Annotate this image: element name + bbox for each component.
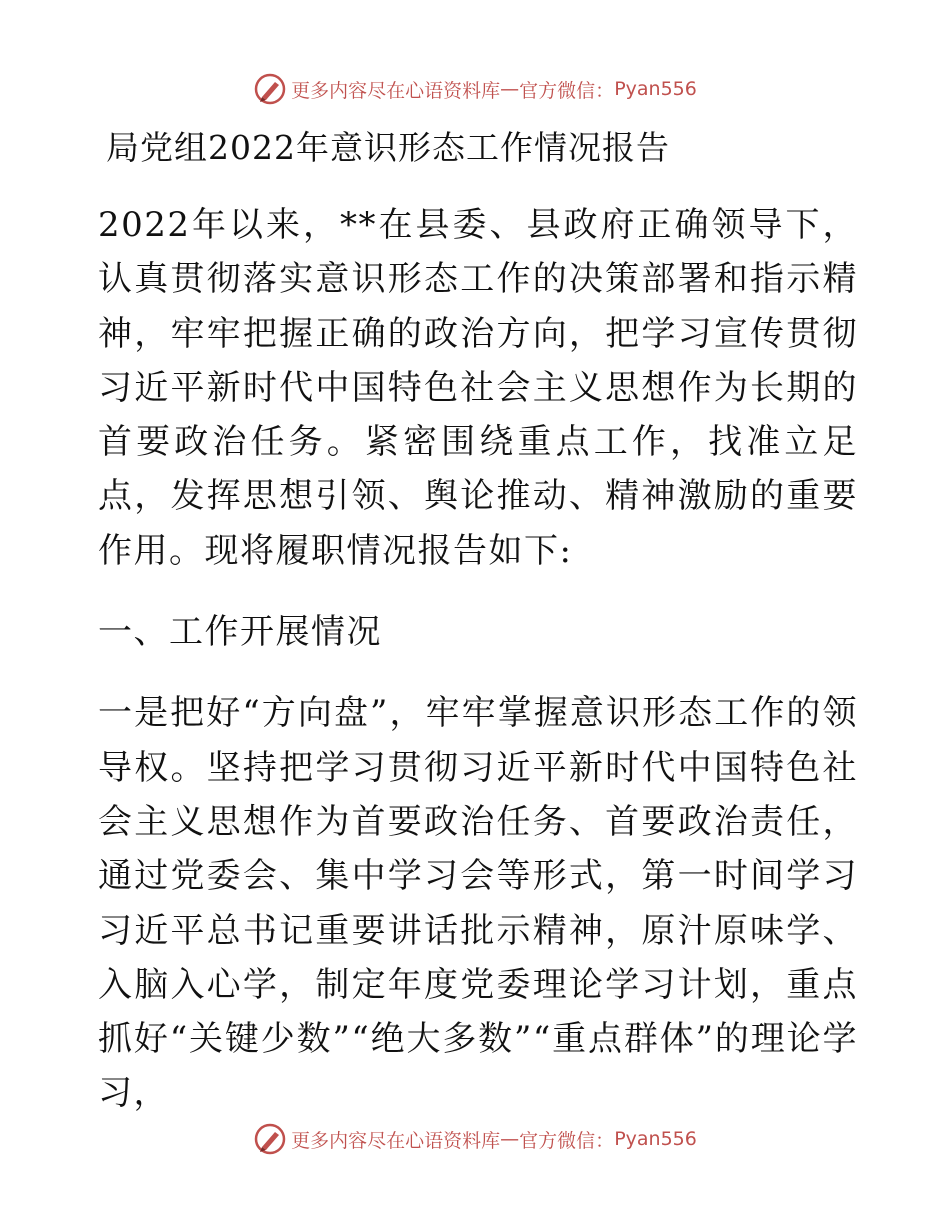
watermark-text: 更多内容尽在心语资料库 (291, 79, 501, 102)
watermark-label: 官方微信： (519, 79, 615, 102)
intro-paragraph: 2022年以来，**在县委、县政府正确领导下，认真贯彻落实意识形态工作的决策部署和指示精神，牢牢把握正确的政治方向，把学习宣传贯彻习近平新时代中国特色社会主义思想作为长期的首要政治任务。紧密围绕重点工作，找准立足点，发挥思想引领、舆论推动、精神激励的重要作用。现将履职情况报告如下: (98, 205, 858, 571)
watermark-header (0, 72, 950, 106)
pen-logo-icon (253, 72, 287, 106)
document-body (98, 125, 858, 1121)
watermark-separator: — (500, 1128, 520, 1150)
watermark-handle: Pyan556 (614, 78, 697, 100)
section-paragraph: 一是把好“方向盘”，牢牢掌握意识形态工作的领导权。坚持把学习贯彻习近平新时代中国特色社会主义思想作为首要政治任务、首要政治责任，通过党委会、集中学习会等形式，第一时间学习习近平总书记重要讲话批示精神，原汁原味学、入脑入心学，制定年度党委理论学习计划，重点抓好“关键少数”“绝大多数”“重点群体”的理论学习， (98, 693, 858, 1114)
document-title: 局党组2022年意识形态工作情况报告 (106, 128, 670, 167)
watermark-text: 更多内容尽在心语资料库 (291, 1129, 501, 1152)
section-heading: 一、工作开展情况 (98, 612, 382, 653)
watermark-separator: — (500, 78, 520, 100)
pen-logo-icon (253, 1122, 287, 1156)
watermark-handle: Pyan556 (614, 1128, 697, 1150)
watermark-footer (0, 1122, 950, 1156)
watermark-label: 官方微信： (519, 1129, 615, 1152)
